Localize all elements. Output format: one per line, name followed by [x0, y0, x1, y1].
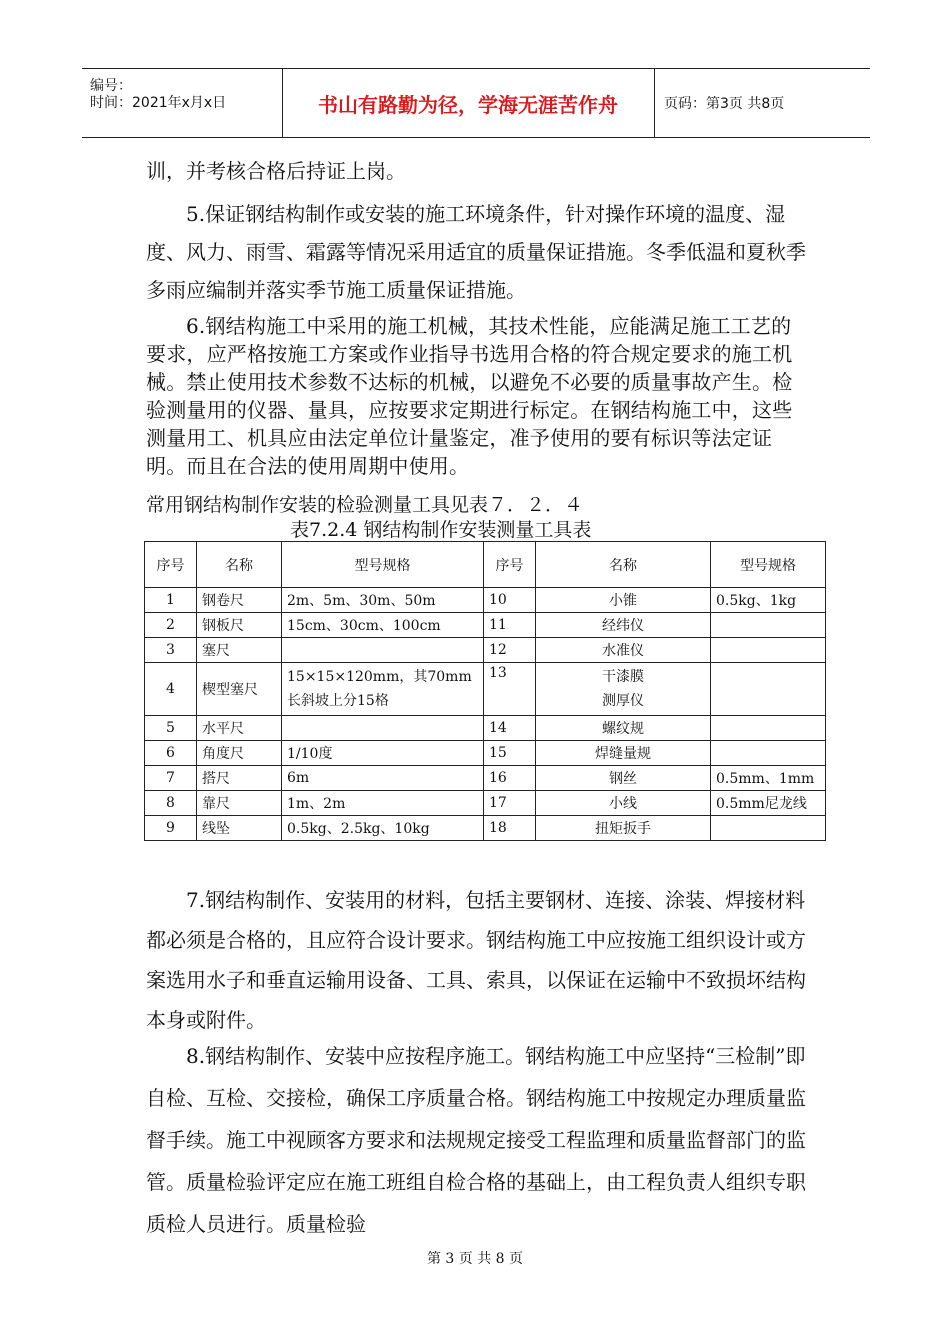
cell-spec: 6m — [282, 766, 484, 791]
cell-name: 钢卷尺 — [197, 588, 282, 613]
cell-name: 线坠 — [197, 816, 282, 841]
paragraph-8: 8.钢结构制作、安装中应按程序施工。钢结构施工中应坚持“三检制”即自检、互检、交接检，确保工序质量合格。钢结构施工中按规定办理质量监督手续。施工中视顾客方要求和法规规定接受工程监理和质量监督部门的监管。质量检验评定应在施工班组自检合格的基础上，由工程负责人组织专职质检人员进行。质量检验 — [146, 1044, 806, 1236]
cell-name-2: 钢丝 — [536, 766, 711, 791]
cell-name: 塞尺 — [197, 638, 282, 663]
cell-spec — [282, 638, 484, 663]
cell-name-2: 扭矩扳手 — [536, 816, 711, 841]
cell-spec-2 — [711, 613, 826, 638]
cell-spec: 1m、2m — [282, 791, 484, 816]
table-row — [145, 741, 826, 766]
paragraph-continuation: 训，并考核合格后持证上岗。 — [146, 159, 406, 183]
document-number-label: 编号： — [90, 78, 132, 94]
cell-spec-2 — [711, 638, 826, 663]
cell-index-2: 18 — [484, 816, 536, 841]
cell-index-2: 11 — [484, 613, 536, 638]
table-header-row — [145, 542, 826, 588]
header-spec: 型号规格 — [282, 542, 484, 588]
cell-spec: 15cm、30cm、100cm — [282, 613, 484, 638]
table-row — [145, 613, 826, 638]
cell-name-2: 干漆膜测厚仪 — [536, 663, 711, 716]
table-row — [145, 716, 826, 741]
cell-index-2: 16 — [484, 766, 536, 791]
header-meta — [82, 69, 283, 137]
cell-index: 7 — [145, 766, 197, 791]
table-row — [145, 638, 826, 663]
table-row — [145, 663, 826, 716]
cell-spec-2 — [711, 663, 826, 716]
cell-index-2: 12 — [484, 638, 536, 663]
cell-name: 角度尺 — [197, 741, 282, 766]
table-title: 表7.2.4 钢结构制作安装测量工具表 — [290, 519, 592, 541]
table-row — [145, 588, 826, 613]
cell-spec: 0.5kg、2.5kg、10kg — [282, 816, 484, 841]
header-page-label: 页码：第3页 共8页 — [664, 96, 785, 112]
header-spec-2: 型号规格 — [711, 542, 826, 588]
table-row — [145, 816, 826, 841]
cell-spec-2: 0.5kg、1kg — [711, 588, 826, 613]
header-motto: 书山有路勤为径，学海无涯苦作舟 — [282, 69, 655, 137]
cell-index: 4 — [145, 663, 197, 716]
table-row — [145, 766, 826, 791]
cell-name-2: 焊缝量规 — [536, 741, 711, 766]
cell-name: 搭尺 — [197, 766, 282, 791]
cell-name: 楔型塞尺 — [197, 663, 282, 716]
document-time-label: 时间：2021年x月x日 — [90, 95, 227, 111]
cell-spec: 15×15×120mm，其70mm长斜坡上分15格 — [282, 663, 484, 716]
paragraph-7: 7.钢结构制作、安装用的材料，包括主要钢材、连接、涂装、焊接材料都必须是合格的，且应符合设计要求。钢结构施工中应按施工组织设计或方案选用水子和垂直运输用设备、工具、索具，以保证在运输中不致损坏结构本身或附件。 — [146, 888, 806, 1032]
cell-spec — [282, 716, 484, 741]
page-footer: 第 3 页 共 8 页 — [426, 1251, 524, 1267]
cell-name-2: 小线 — [536, 791, 711, 816]
paragraph-6: 6.钢结构施工中采用的施工机械，其技术性能，应能满足施工工艺的要求，应严格按施工方案或作业指导书选用合格的符合规定要求的施工机械。禁止使用技术参数不达标的机械，以避免不必要的质量事故产生。检验测量用的仪器、量具，应按要求定期进行标定。在钢结构施工中，这些测量用工、机具应由法定单位计量鉴定，准予使用的要有标识等法定证明。而且在合法的使用周期中使用。 — [146, 314, 793, 478]
cell-spec: 1/10度 — [282, 741, 484, 766]
cell-index: 3 — [145, 638, 197, 663]
cell-name-2: 小锥 — [536, 588, 711, 613]
cell-index-2: 17 — [484, 791, 536, 816]
cell-spec-2: 0.5mm、1mm — [711, 766, 826, 791]
cell-index: 9 — [145, 816, 197, 841]
header-name-2: 名称 — [536, 542, 711, 588]
table-reference-text: 常用钢结构制作安装的检验测量工具见表７．２．４ — [146, 494, 584, 516]
header-name: 名称 — [197, 542, 282, 588]
page-header — [82, 68, 870, 138]
cell-index-2: 14 — [484, 716, 536, 741]
measuring-tools-table — [144, 541, 826, 841]
cell-name-2: 经纬仪 — [536, 613, 711, 638]
cell-spec-2: 0.5mm尼龙线 — [711, 791, 826, 816]
cell-spec: 2m、5m、30m、50m — [282, 588, 484, 613]
cell-index: 6 — [145, 741, 197, 766]
cell-name-2: 水准仪 — [536, 638, 711, 663]
cell-index-2: 10 — [484, 588, 536, 613]
cell-index: 5 — [145, 716, 197, 741]
cell-index: 2 — [145, 613, 197, 638]
table-row — [145, 791, 826, 816]
cell-spec-2 — [711, 816, 826, 841]
cell-index: 1 — [145, 588, 197, 613]
cell-index-2: 13 — [484, 663, 536, 716]
paragraph-5: 5.保证钢结构制作或安装的施工环境条件，针对操作环境的温度、湿度、风力、雨雪、霜露等情况采用适宜的质量保证措施。冬季低温和夏秋季多雨应编制并落实季节施工质量保证措施。 — [146, 202, 806, 302]
header-index: 序号 — [145, 542, 197, 588]
cell-name: 靠尺 — [197, 791, 282, 816]
header-index-2: 序号 — [484, 542, 536, 588]
cell-spec-2 — [711, 716, 826, 741]
cell-spec-2 — [711, 741, 826, 766]
cell-name-2: 螺纹规 — [536, 716, 711, 741]
cell-index: 8 — [145, 791, 197, 816]
cell-name: 钢板尺 — [197, 613, 282, 638]
cell-name: 水平尺 — [197, 716, 282, 741]
cell-index-2: 15 — [484, 741, 536, 766]
